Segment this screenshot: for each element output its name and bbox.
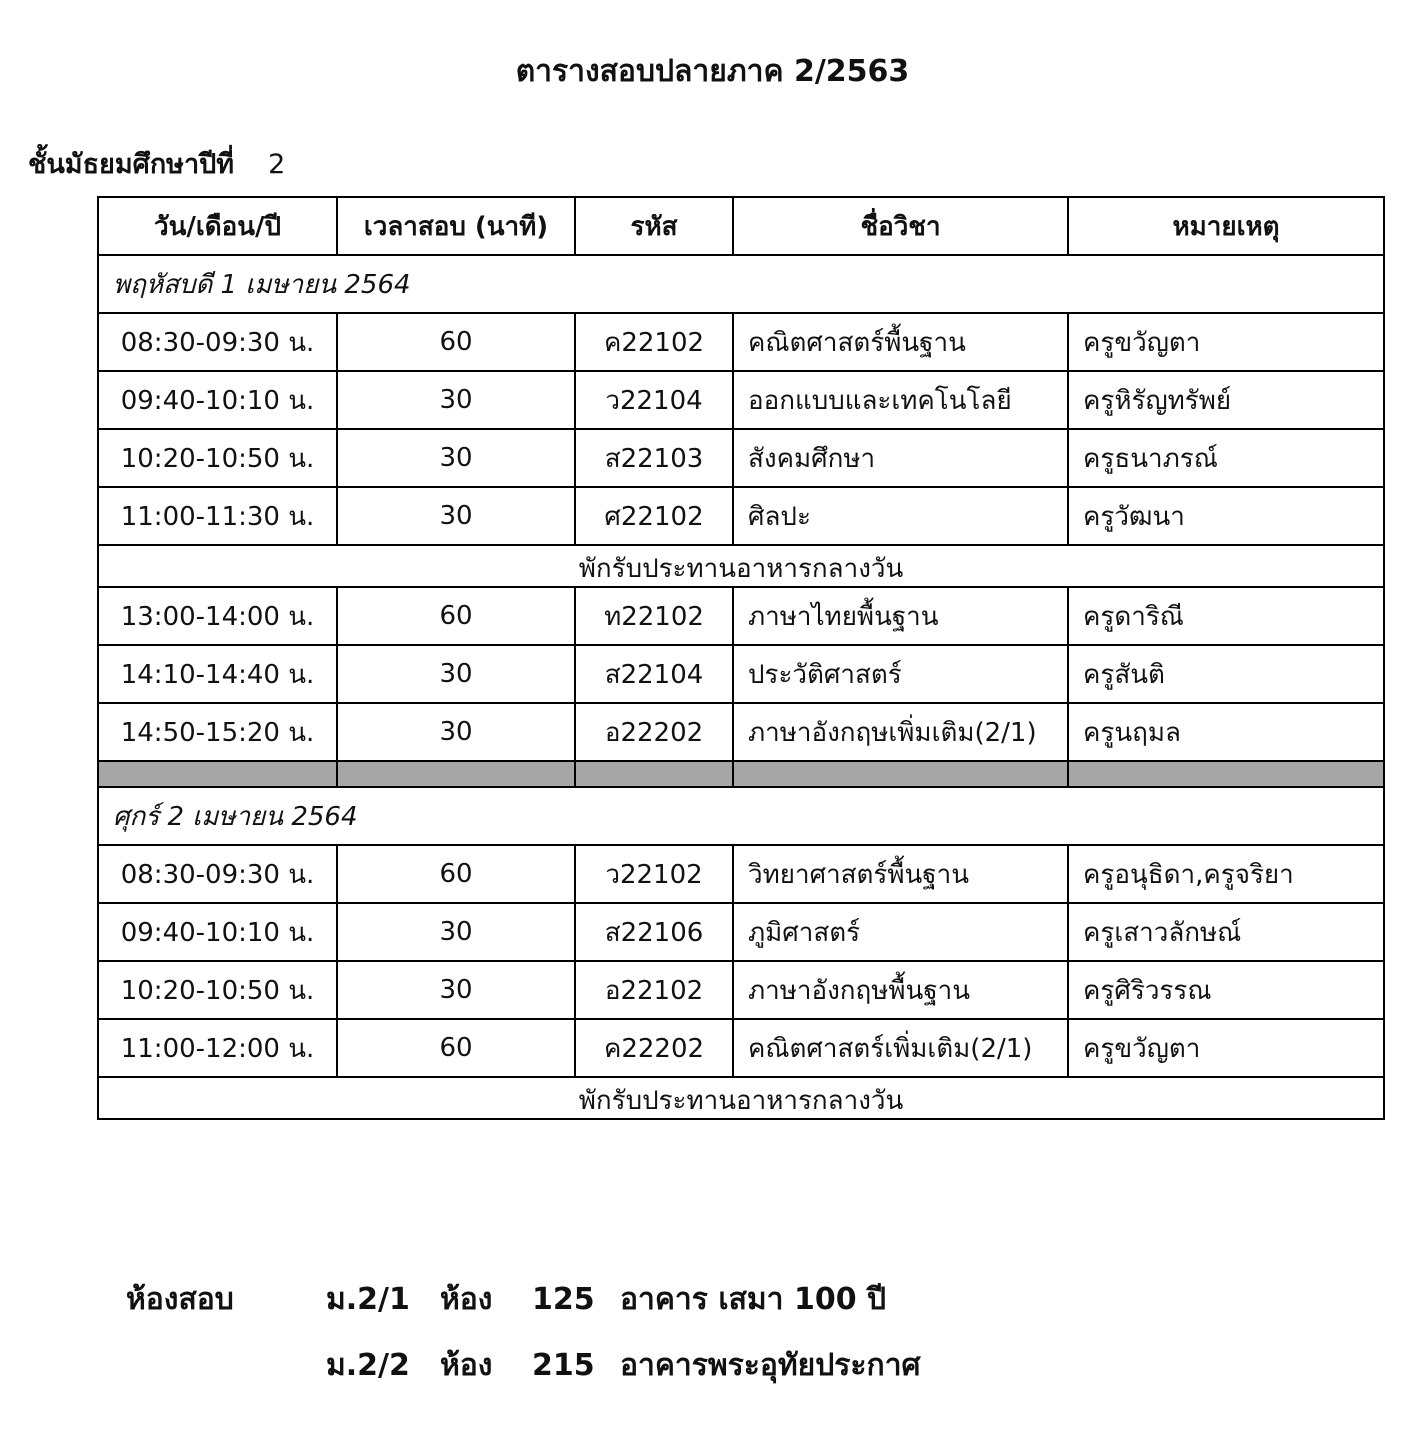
cell-code: ส22106 <box>575 903 733 961</box>
table-row <box>98 645 1384 703</box>
cell-time: 08:30-09:30 น. <box>98 845 337 903</box>
header-minutes: เวลาสอบ (นาที) <box>337 197 575 255</box>
rooms-label: ห้องสอบ <box>126 1282 234 1317</box>
table-row <box>98 587 1384 645</box>
exam-room-line-2 <box>126 1342 921 1389</box>
cell-time: 09:40-10:10 น. <box>98 903 337 961</box>
cell-minutes: 30 <box>337 487 575 545</box>
separator-cell <box>733 761 1068 787</box>
cell-time: 10:20-10:50 น. <box>98 429 337 487</box>
cell-code: ส22103 <box>575 429 733 487</box>
cell-code: ว22102 <box>575 845 733 903</box>
cell-subject: ภาษาไทยพื้นฐาน <box>733 587 1068 645</box>
table-row <box>98 371 1384 429</box>
separator-cell <box>98 761 337 787</box>
cell-code: ว22104 <box>575 371 733 429</box>
header-note: หมายเหตุ <box>1068 197 1384 255</box>
cell-time: 09:40-10:10 น. <box>98 371 337 429</box>
exam-schedule-table <box>97 196 1385 1120</box>
room-class: ม.2/1 <box>326 1282 410 1317</box>
cell-minutes: 30 <box>337 903 575 961</box>
room-building: อาคาร เสมา 100 ปี <box>620 1282 887 1317</box>
cell-subject: วิทยาศาสตร์พื้นฐาน <box>733 845 1068 903</box>
table-row <box>98 487 1384 545</box>
separator-cell <box>337 761 575 787</box>
day-date: พฤหัสบดี 1 เมษายน 2564 <box>98 255 1384 313</box>
cell-minutes: 30 <box>337 371 575 429</box>
lunch-break-row <box>98 1077 1384 1119</box>
cell-minutes: 30 <box>337 703 575 761</box>
cell-subject: ออกแบบและเทคโนโลยี <box>733 371 1068 429</box>
table-row <box>98 903 1384 961</box>
day-header-row <box>98 787 1384 845</box>
cell-note: ครูหิรัญทรัพย์ <box>1068 371 1384 429</box>
cell-subject: ภาษาอังกฤษพื้นฐาน <box>733 961 1068 1019</box>
room-class: ม.2/2 <box>326 1348 410 1383</box>
cell-note: ครูธนาภรณ์ <box>1068 429 1384 487</box>
cell-time: 14:10-14:40 น. <box>98 645 337 703</box>
cell-time: 10:20-10:50 น. <box>98 961 337 1019</box>
header-date: วัน/เดือน/ปี <box>98 197 337 255</box>
cell-minutes: 60 <box>337 587 575 645</box>
cell-note: ครูเสาวลักษณ์ <box>1068 903 1384 961</box>
cell-code: ค22202 <box>575 1019 733 1077</box>
lunch-break-text: พักรับประทานอาหารกลางวัน <box>98 545 1384 587</box>
cell-subject: ศิลปะ <box>733 487 1068 545</box>
lunch-break-text: พักรับประทานอาหารกลางวัน <box>98 1077 1384 1119</box>
cell-note: ครูดาริณี <box>1068 587 1384 645</box>
header-subject: ชื่อวิชา <box>733 197 1068 255</box>
room-word: ห้อง <box>440 1348 493 1383</box>
cell-code: อ22202 <box>575 703 733 761</box>
exam-room-line-1 <box>126 1276 886 1323</box>
table-row <box>98 1019 1384 1077</box>
cell-code: ค22102 <box>575 313 733 371</box>
cell-note: ครูขวัญตา <box>1068 313 1384 371</box>
lunch-break-row <box>98 545 1384 587</box>
grade-line <box>28 142 285 185</box>
room-number: 215 <box>532 1348 595 1383</box>
day-date: ศุกร์ 2 เมษายน 2564 <box>98 787 1384 845</box>
page-title: ตารางสอบปลายภาค 2/2563 <box>515 54 910 89</box>
cell-subject: คณิตศาสตร์เพิ่มเติม(2/1) <box>733 1019 1068 1077</box>
cell-subject: สังคมศึกษา <box>733 429 1068 487</box>
cell-time: 14:50-15:20 น. <box>98 703 337 761</box>
cell-time: 13:00-14:00 น. <box>98 587 337 645</box>
cell-code: ศ22102 <box>575 487 733 545</box>
grade-label: ชั้นมัธยมศึกษาปีที่ <box>28 149 235 180</box>
cell-minutes: 60 <box>337 313 575 371</box>
cell-note: ครูศิริวรรณ <box>1068 961 1384 1019</box>
table-row <box>98 313 1384 371</box>
cell-subject: ภูมิศาสตร์ <box>733 903 1068 961</box>
cell-time: 08:30-09:30 น. <box>98 313 337 371</box>
cell-subject: ภาษาอังกฤษเพิ่มเติม(2/1) <box>733 703 1068 761</box>
room-number: 125 <box>532 1282 595 1317</box>
cell-note: ครูวัฒนา <box>1068 487 1384 545</box>
separator-cell <box>575 761 733 787</box>
cell-note: ครูอนุธิดา,ครูจริยา <box>1068 845 1384 903</box>
cell-subject: คณิตศาสตร์พื้นฐาน <box>733 313 1068 371</box>
separator-row <box>98 761 1384 787</box>
grade-value: 2 <box>268 149 286 180</box>
table-row <box>98 703 1384 761</box>
cell-time: 11:00-11:30 น. <box>98 487 337 545</box>
cell-minutes: 30 <box>337 429 575 487</box>
cell-minutes: 30 <box>337 961 575 1019</box>
separator-cell <box>1068 761 1384 787</box>
cell-code: ส22104 <box>575 645 733 703</box>
room-building: อาคารพระอุทัยประกาศ <box>620 1348 921 1383</box>
cell-note: ครูสันติ <box>1068 645 1384 703</box>
cell-note: ครูขวัญตา <box>1068 1019 1384 1077</box>
cell-minutes: 30 <box>337 645 575 703</box>
table-row <box>98 845 1384 903</box>
table-row <box>98 961 1384 1019</box>
room-word: ห้อง <box>440 1282 493 1317</box>
header-code: รหัส <box>575 197 733 255</box>
table-row <box>98 429 1384 487</box>
table-header-row <box>98 197 1384 255</box>
cell-code: อ22102 <box>575 961 733 1019</box>
cell-time: 11:00-12:00 น. <box>98 1019 337 1077</box>
cell-subject: ประวัติศาสตร์ <box>733 645 1068 703</box>
cell-note: ครูนฤมล <box>1068 703 1384 761</box>
cell-minutes: 60 <box>337 845 575 903</box>
cell-code: ท22102 <box>575 587 733 645</box>
day-header-row <box>98 255 1384 313</box>
cell-minutes: 60 <box>337 1019 575 1077</box>
